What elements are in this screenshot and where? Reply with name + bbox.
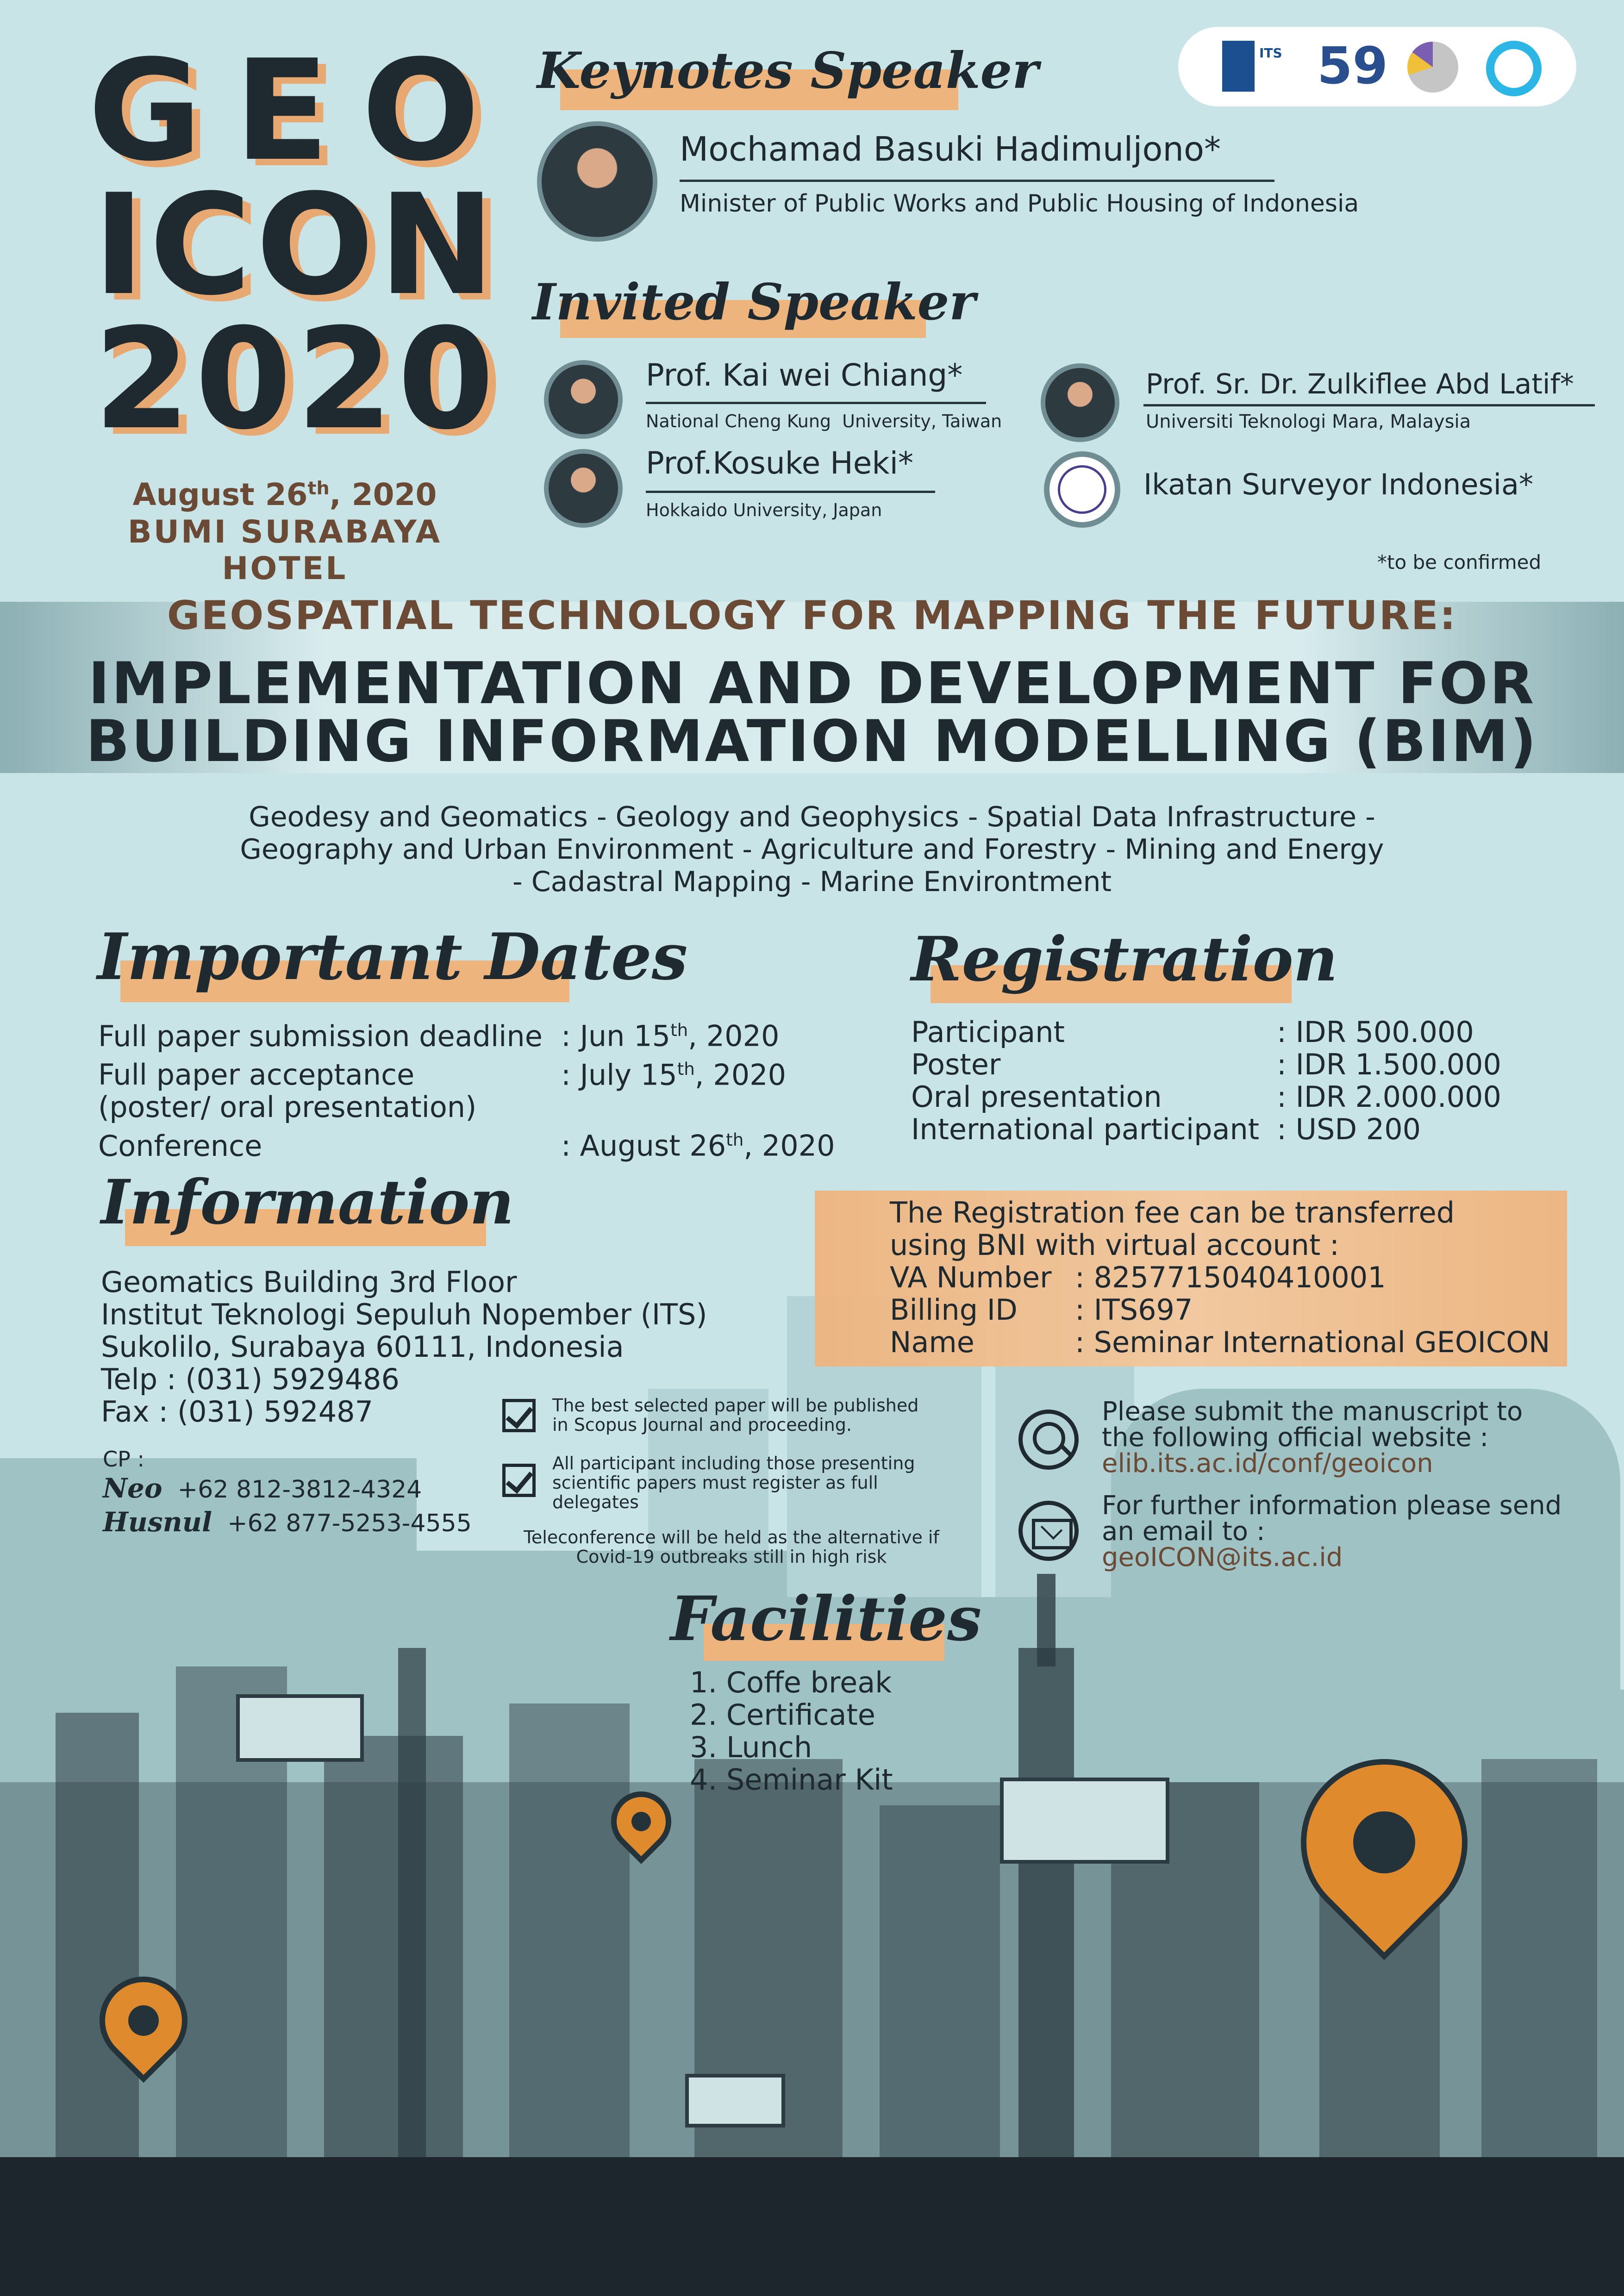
registration-fees [911, 1016, 1501, 1146]
speaker-affiliation-heki: Hokkaido University, Japan [646, 500, 882, 520]
search-icon [1018, 1410, 1079, 1470]
keynote-speaker-name: Mochamad Basuki Hadimuljono* [680, 130, 1221, 168]
keynote-heading: Keynotes Speaker [537, 42, 1039, 100]
theme-title-line1: IMPLEMENTATION AND DEVELOPMENT FOR [88, 650, 1536, 717]
email-link[interactable]: geoICON@its.ac.id [1102, 1542, 1343, 1572]
speaker-name-latif: Prof. Sr. Dr. Zulkiflee Abd Latif* [1146, 368, 1574, 400]
contact-person-label: CP : [103, 1447, 144, 1472]
invited-heading: Invited Speaker [532, 273, 976, 331]
title-icon: ICON [93, 164, 500, 326]
important-dates-heading: Important Dates [97, 919, 688, 994]
speaker-photo-chiang [544, 360, 623, 439]
mail-icon [1018, 1501, 1079, 1561]
note-scopus: The best selected paper will be published in Scopus Journal and proceeding. [552, 1395, 919, 1435]
conference-topics: Geodesy and Geomatics - Geology and Geophysics - Spatial Data Infrastructure - Geography and Urban Environment - Agriculture and Forestry - Mining and Energy - Cadastral Mapping - Marine Environtment [240, 801, 1384, 898]
fee-row: Participant : IDR 500.000 [911, 1015, 1474, 1049]
note-registration: All participant including those presenting scientific papers must register as full delegates [552, 1453, 915, 1512]
account-name-row: Name : Seminar International GEOICON [890, 1325, 1550, 1359]
contact-row: Neo +62 812-3812-4324 [103, 1472, 422, 1504]
information-address: Geomatics Building 3rd Floor Institut Teknologi Sepuluh Nopember (ITS) Sukolilo, Surabaya 60111, Indonesia Telp : (031) 5929486 Fax : (031) 592487 [101, 1265, 707, 1429]
to-be-confirmed-note: *to be confirmed [1377, 551, 1542, 574]
its-logo [1222, 41, 1255, 92]
registration-heading: Registration [911, 923, 1338, 995]
checkbox-icon [502, 1464, 536, 1497]
speaker-photo-latif [1041, 363, 1119, 442]
geomatics-logo [1407, 42, 1458, 93]
facility-item: 3. Lunch [690, 1730, 812, 1764]
payment-info: The Registration fee can be transferred using BNI with virtual account : VA Number : 8257715040410001 Billing ID : ITS697 Name : Seminar International GEOICON [890, 1196, 1550, 1359]
facilities-heading: Facilities [670, 1583, 982, 1655]
speaker-name-chiang: Prof. Kai wei Chiang* [646, 357, 963, 393]
contact-email-info: For further information please send an email to : geoICON@its.ac.id [1102, 1491, 1562, 1572]
speaker-name-heki: Prof.Kosuke Heki* [646, 445, 913, 481]
its-logo-text: ITS [1259, 45, 1282, 61]
theme-subtitle: GEOSPATIAL TECHNOLOGY FOR MAPPING THE FUTURE: [167, 593, 1457, 639]
facilities-list [690, 1666, 893, 1796]
checkbox-icon [502, 1399, 536, 1432]
important-dates-list [98, 1014, 835, 1162]
website-link[interactable]: elib.its.ac.id/conf/geoicon [1102, 1448, 1433, 1479]
billing-id-row: Billing ID : ITS697 [890, 1293, 1193, 1327]
date-row-acceptance-note: (poster/ oral presentation) [98, 1090, 477, 1124]
contact-row: Husnul +62 877-5253-4555 [103, 1506, 472, 1538]
facility-item: 4. Seminar Kit [690, 1763, 893, 1797]
date-row-submission: Full paper submission deadline : Jun 15th, 2020 [98, 1019, 780, 1053]
fee-row: Oral presentation : IDR 2.000.000 [911, 1080, 1501, 1114]
title-geo: GEO [88, 30, 512, 192]
title-year: 2020 [94, 299, 499, 460]
event-date: August 26th, 2020 [132, 477, 437, 512]
sponsor-logos [1178, 27, 1576, 106]
submit-info: Please submit the manuscript to the following official website : elib.its.ac.id/conf/geoicon [1102, 1397, 1523, 1479]
note-teleconference: Teleconference will be held as the alternative if Covid-19 outbreaks still in high risk [524, 1527, 939, 1567]
facility-item: 2. Certificate [690, 1698, 875, 1732]
theme-title-line2: BUILDING INFORMATION MODELLING (BIM) [86, 708, 1538, 775]
speaker-affiliation-latif: Universiti Teknologi Mara, Malaysia [1146, 411, 1471, 432]
event-venue: BUMI SURABAYA HOTEL [127, 514, 442, 587]
facility-item: 1. Coffe break [690, 1666, 892, 1699]
event-title [88, 30, 512, 460]
keynote-speaker-photo [537, 121, 657, 242]
speaker-photo-heki [544, 449, 623, 528]
information-heading: Information [101, 1167, 514, 1238]
speaker-name-isi: Ikatan Surveyor Indonesia* [1143, 468, 1534, 501]
speaker-affiliation-chiang: National Cheng Kung University, Taiwan [646, 411, 1002, 431]
keynote-speaker-title: Minister of Public Works and Public Housing of Indonesia [680, 190, 1359, 218]
va-number-row: VA Number : 8257715040410001 [890, 1260, 1386, 1294]
contact-person-list [103, 1472, 472, 1540]
its-59-logo: 59 [1317, 36, 1388, 95]
fee-row: International participant : USD 200 [911, 1112, 1421, 1146]
date-row-conference: Conference : August 26th, 2020 [98, 1129, 835, 1163]
fee-row: Poster : IDR 1.500.000 [911, 1048, 1501, 1081]
date-row-acceptance: Full paper acceptance : July 15th, 2020 [98, 1058, 787, 1092]
female-symbol-logo [1486, 41, 1542, 96]
